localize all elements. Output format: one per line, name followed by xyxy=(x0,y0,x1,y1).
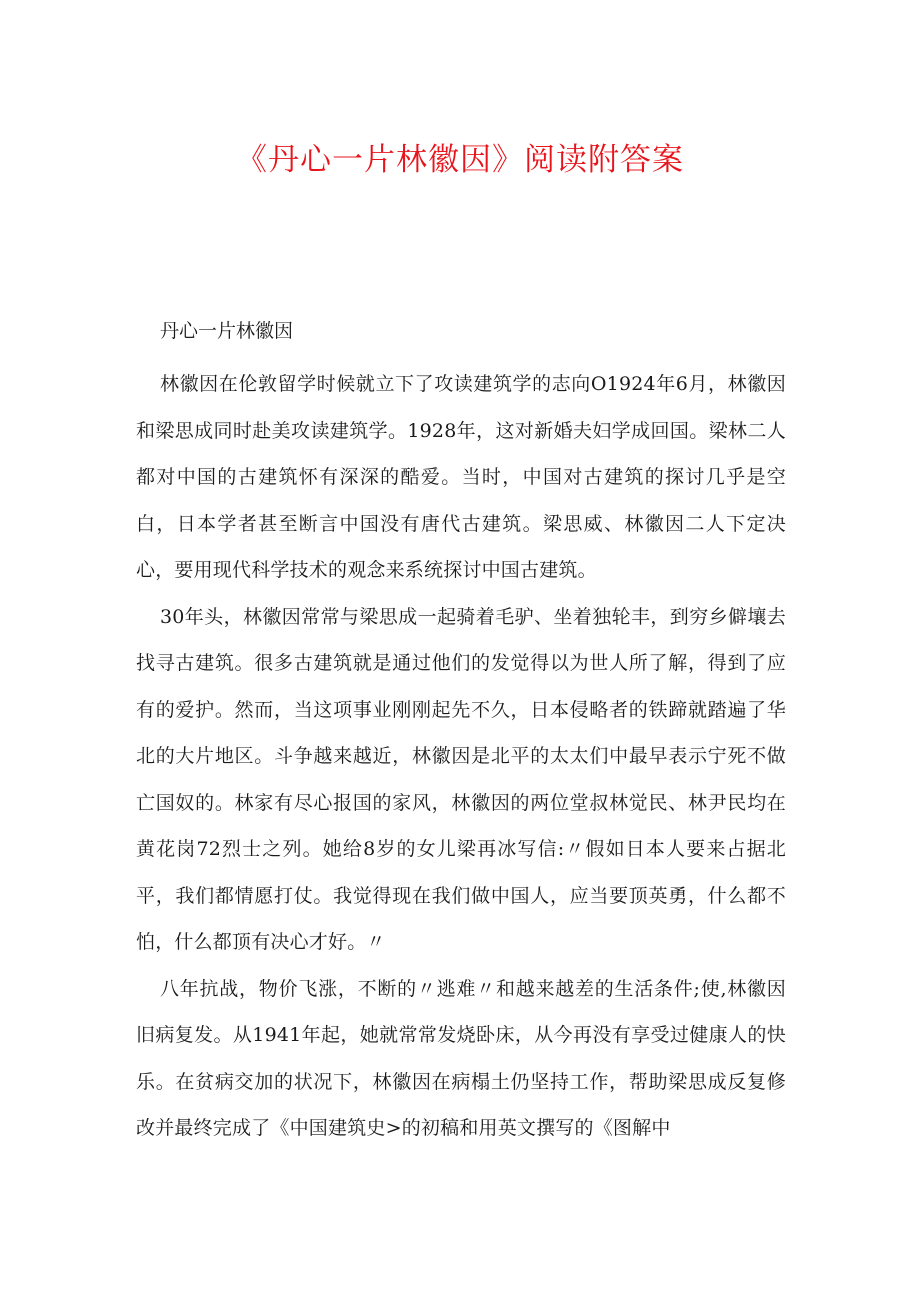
document-body xyxy=(136,313,786,1152)
paragraph-1: 林徽因在伦敦留学时候就立下了攻读建筑学的志向O1924年6月，林徽因和梁思成同时赴美攻读建筑学。1928年，这对新婚夫妇学成回国。梁林二人都对中国的古建筑怀有深深的酷爱。当时，中国对古建筑的探讨几乎是空白，日本学者甚至断言中国没有唐代古建筑。梁思威、林徽因二人下定决心，要用现代科学技术的观念来系统探讨中国古建筑。 xyxy=(136,373,786,581)
article-subtitle: 丹心一片林徽因 xyxy=(160,320,294,342)
paragraph-3: 八年抗战，物价飞涨，不断的〃逃难〃和越来越差的生活条件;使,林徽因旧病复发。从1941年起，她就常常发烧卧床，从今再没有享受过健康人的快乐。在贫病交加的状况下，林徽因在病榻土仍坚持工作，帮助梁思成反复修改并最终完成了《中国建筑史>的初稿和用英文撰写的《图解中 xyxy=(136,977,786,1139)
document-title: 《丹心一片林徽因》阅读附答案 xyxy=(236,142,684,178)
paragraph-2: 30年头，林徽因常常与梁思成一起骑着毛驴、坐着独轮丰，到穷乡僻壤去找寻古建筑。很多古建筑就是通过他们的发觉得以为世人所了解，得到了应有的爱护。然而，当这项事业刚刚起先不久，日本侵略者的铁蹄就踏遍了华北的大片地区。斗争越来越近，林徽因是北平的太太们中最早表示宁死不做亡国奴的。林家有尽心报国的家风，林徽因的两位堂叔林觉民、林尹民均在黄花岗72烈士之列。她给8岁的女儿梁再冰写信:〃假如日本人要来占据北平，我们都情愿打仗。我觉得现在我们做中国人，应当要顶英勇，什么都不怕，什么都顶有决心才好。〃 xyxy=(136,605,786,953)
